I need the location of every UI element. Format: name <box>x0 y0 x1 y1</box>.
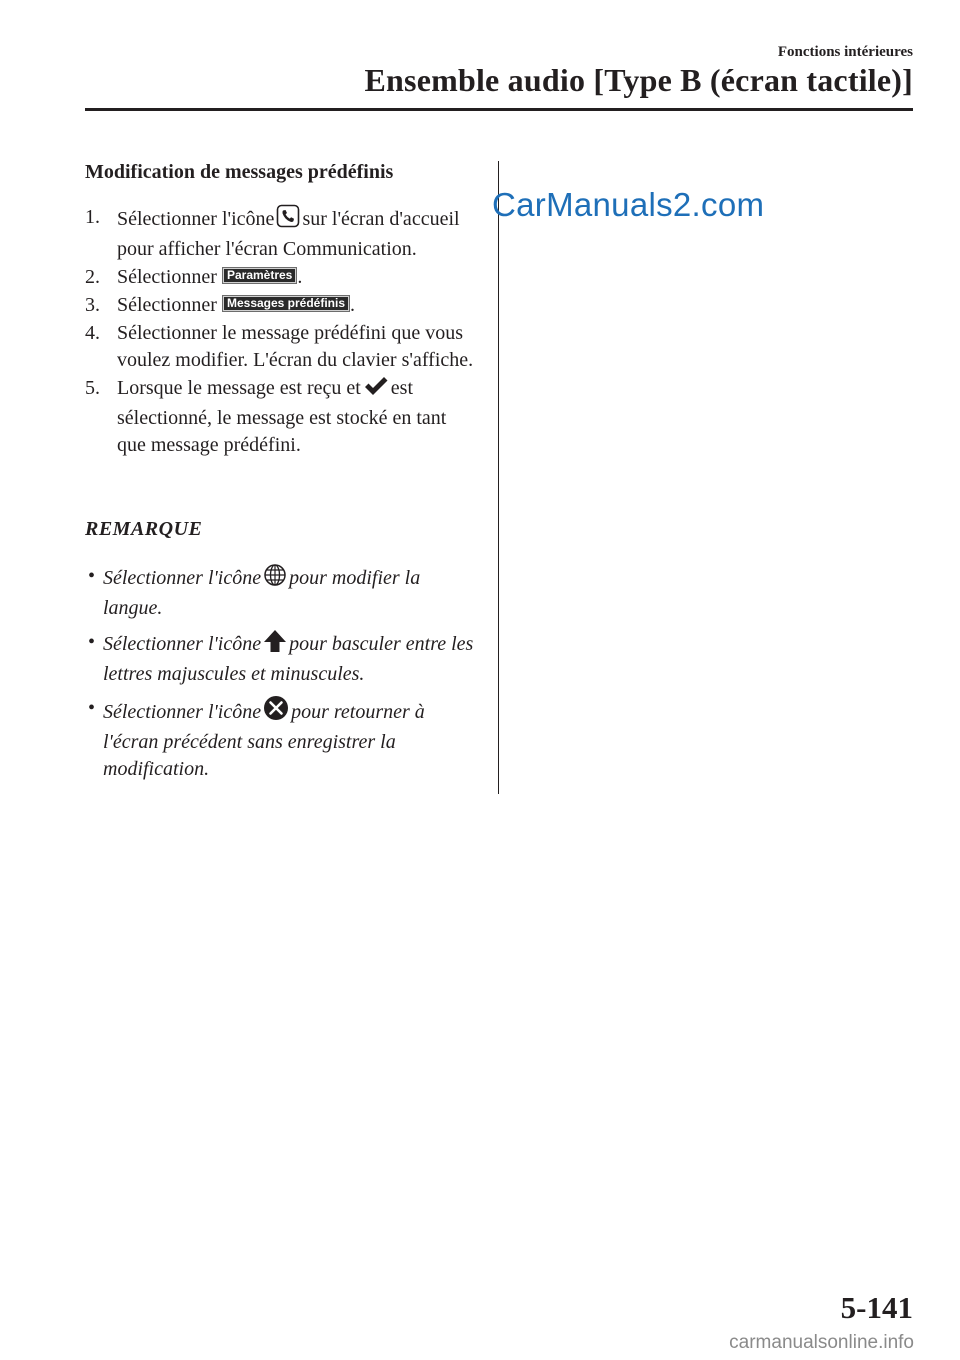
step-text: Lorsque le message est reçu et <box>117 377 361 399</box>
phone-icon <box>276 204 300 236</box>
step-number: 1. <box>85 206 100 228</box>
note-bullet: • <box>88 565 96 587</box>
note-text: Sélectionner l'icône <box>103 701 262 723</box>
step-number: 4. <box>85 322 100 344</box>
step-text: sur l'écran d'accueil pour afficher l'écran Communication. <box>117 208 460 260</box>
note-item <box>85 629 480 688</box>
step-text: . <box>297 266 303 288</box>
step-number: 2. <box>85 266 100 288</box>
note-text: pour basculer entre les lettres majuscules et minuscules. <box>103 633 474 685</box>
step-text: . <box>350 294 356 316</box>
step-item <box>85 320 480 374</box>
step-item <box>85 204 480 263</box>
note-text: pour retourner à l'écran précédent sans enregistrer la modification. <box>103 701 425 780</box>
footer-watermark: carmanualsonline.info <box>729 1332 914 1353</box>
header-rule <box>85 108 913 111</box>
steps-list <box>85 204 480 460</box>
notes-list <box>85 563 480 790</box>
step-text: Sélectionner <box>117 266 217 288</box>
shift-arrow-icon <box>263 629 287 661</box>
step-item <box>85 292 480 319</box>
note-text: Sélectionner l'icône <box>103 567 262 589</box>
step-item <box>85 264 480 291</box>
step-number: 3. <box>85 294 100 316</box>
note-item <box>85 563 480 622</box>
note-heading: REMARQUE <box>85 518 203 540</box>
step-item <box>85 375 480 459</box>
parametres-button-image: Paramètres <box>222 267 297 284</box>
step-text: Sélectionner l'icône <box>117 208 275 230</box>
messages-predefinis-button-image: Messages prédéfinis <box>222 295 350 312</box>
step-text: Sélectionner le message prédéfini que vous voulez modifier. L'écran du clavier s'affiche. <box>117 322 474 371</box>
note-text: Sélectionner l'icône <box>103 633 262 655</box>
note-item <box>85 695 480 783</box>
watermark: CarManuals2.com <box>492 186 765 223</box>
step-text: Sélectionner <box>117 294 217 316</box>
step-text: est sélectionné, le message est stocké en tant que message prédéfini. <box>117 377 447 456</box>
page-header-title: Ensemble audio [Type B (écran tactile)] <box>364 62 913 98</box>
note-bullet: • <box>88 631 96 653</box>
step-number: 5. <box>85 377 100 399</box>
globe-icon <box>263 563 287 595</box>
checkmark-icon <box>363 375 389 405</box>
page-number: 5-141 <box>840 1290 913 1325</box>
cancel-icon <box>263 695 289 729</box>
note-text: pour modifier la langue. <box>103 567 421 619</box>
note-bullet: • <box>88 697 96 719</box>
section-heading: Modification de messages prédéfinis <box>85 161 394 183</box>
column-divider <box>498 161 499 794</box>
header-section-label: Fonctions intérieures <box>777 44 913 60</box>
